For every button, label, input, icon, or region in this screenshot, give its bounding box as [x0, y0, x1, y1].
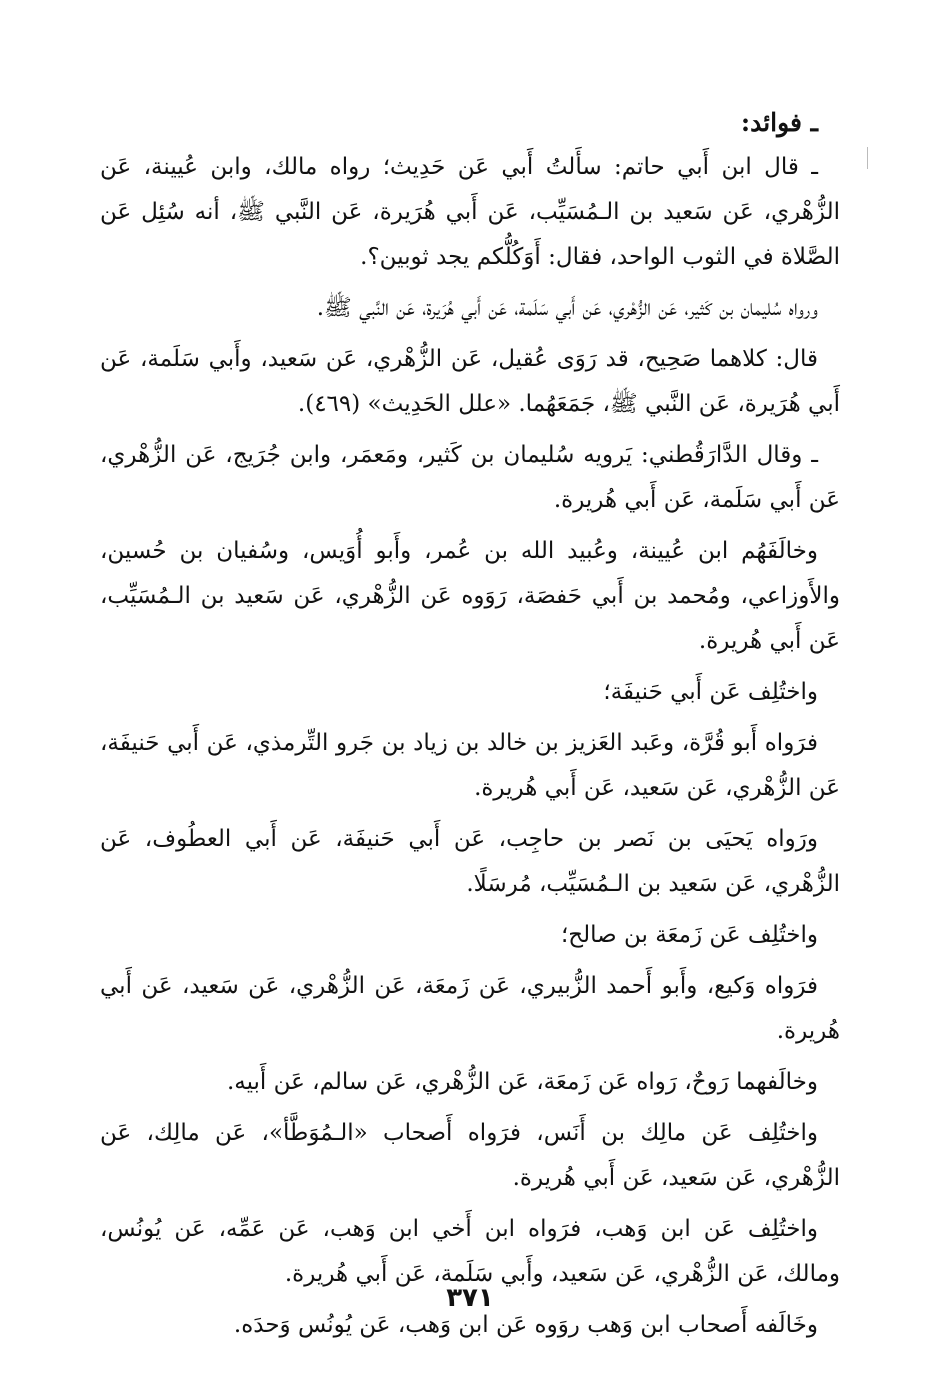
page-number: ٣٧١ [446, 1283, 494, 1313]
paragraph: وخالَفهما رَوحٌ، رَواه عَن زَمعَة، عَن الزُّهْري، عَن سالم، عَن أَبيه. [226, 1069, 818, 1095]
paragraph: ـ قال ابن أَبي حاتم: سأَلتُ أَبي عَن حَدِيث؛ رواه مالك، وابن عُيينة، عَن الزُّهْري، عَن سَعيد بن الـمُسَيِّب، عَن أَبي هُرَيرة، عَن النَّبي ﷺ، أنه سُئِل عَن الصَّلاة في الثوب الواحد، فقال: أَوَكُلُّكم يجد ثوبين؟. [100, 154, 840, 270]
paragraph: واختُلِف عَن زَمعَة بن صالح؛ [560, 922, 818, 948]
paragraph: فرَواه وَكيع، وأَبو أَحمد الزُّبيري، عَن زَمعَة، عَن الزُّهْري، عَن سَعيد، عَن أَبي هُريرة. [100, 973, 840, 1044]
paragraph: فرَواه أَبو قُرَّة، وعَبد العَزيز بن خالد بن زياد بن جَرو التِّرمذي، عَن أَبي حَنيفَة، عَن الزُّهْري، عَن سَعيد، عَن أَبي هُريرة. [100, 730, 840, 801]
page-body [100, 100, 840, 1354]
scan-mark [867, 147, 874, 169]
section-heading: ـ فوائد: [740, 108, 818, 137]
paragraph: واختُلِف عَن مالِك بن أَنَس، فرَواه أَصحاب «الـمُوَطَّأ»، عَن مالِك، عَن الزُّهْري، عَن سَعيد، عَن أَبي هُريرة. [100, 1120, 840, 1191]
paragraph: ورواه سُليمان بن كَثير، عَن الزُّهْري، عَن أَبي سَلَمة، عَن أَبي هُرَيرة، عَن النَّبي ﷺ. [316, 295, 818, 321]
paragraph: وخالَفَهُم ابن عُيينة، وعُبيد الله بن عُمر، وأَبو أُوَيس، وسُفيان بن حُسين، والأَوزاعي، ومُحمد بن أَبي حَفصَة، رَوَوه عَن الزُّهْري، عَن سَعيد بن الـمُسَيِّب، عَن أَبي هُريرة. [100, 538, 840, 654]
paragraph: ـ وقال الدَّارَقُطني: يَرويه سُليمان بن كَثير، ومَعمَر، وابن جُرَيج، عَن الزُّهْري، عَن أَبي سَلَمة، عَن أَبي هُريرة. [100, 442, 840, 513]
paragraph: ورَواه يَحيَى بن نَصر بن حاجِب، عَن أَبي حَنيفَة، عَن أَبي العطُوف، عَن الزُّهْري، عَن سَعيد بن الـمُسَيِّب، مُرسَلًا. [100, 826, 840, 897]
paragraph: وخَالَفه أَصحاب ابن وَهب روَوه عَن ابن وَهب، عَن يُونُس وَحدَه. [233, 1312, 818, 1338]
paragraph: واختُلِف عَن أَبي حَنيفَة؛ [603, 679, 818, 705]
paragraph: واختُلِف عَن ابن وَهب، فرَواه ابن أَخي ابن وَهب، عَن عَمِّه، عَن يُونُس، ومالك، عَن الزُّهْري، عَن سَعيد، وأَبي سَلَمة، عَن أَبي هُريرة. [100, 1216, 840, 1287]
paragraph: قال: كلاهما صَحِيح، قد رَوَى عُقيل، عَن الزُّهْري، عَن سَعيد، وأَبي سَلَمة، عَن أَبي هُرَيرة، عَن النَّبي ﷺ، جَمَعَهُما. «علل الحَدِيث» (٤٦٩). [100, 346, 840, 417]
